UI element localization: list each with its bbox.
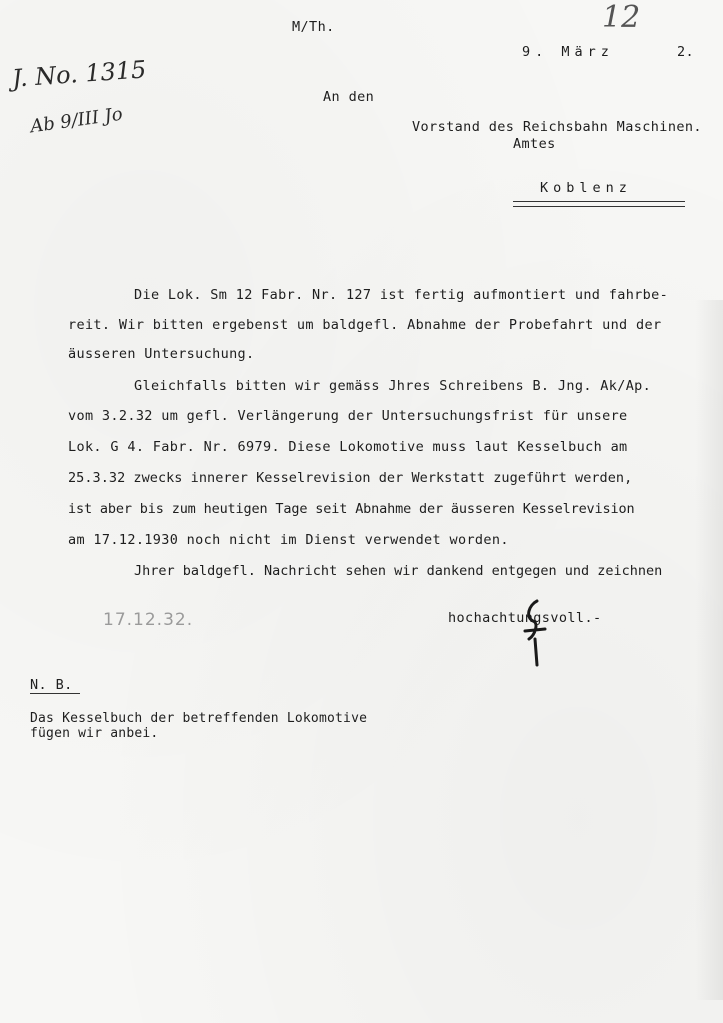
nb-underline: [30, 693, 80, 694]
letter-date: 9. März: [522, 44, 614, 60]
journal-number-handwritten: J. No. 1315: [11, 55, 148, 93]
body-line: Lok. G 4. Fabr. Nr. 6979. Diese Lokomotive muss laut Kesselbuch am: [68, 439, 628, 455]
signature-mark: [515, 595, 555, 670]
body-line: reit. Wir bitten ergebenst um baldgefl. Abnahme der Probefahrt und der: [68, 317, 662, 333]
ab-note-handwritten: Ab 9/III Jo: [28, 103, 124, 138]
body-line: 25.3.32 zwecks innerer Kesselrevision der Werkstatt zugeführt werden,: [68, 470, 633, 486]
page-edge-shadow: [695, 300, 723, 1000]
body-line: am 17.12.1930 noch nicht im Dienst verwendet worden.: [68, 532, 509, 548]
closing-phrase: hochachtungsvoll.-: [448, 610, 602, 626]
body-line: äusseren Untersuchung.: [68, 346, 255, 362]
addressee-line-3: Amtes: [513, 136, 556, 152]
body-line: ist aber bis zum heutigen Tage seit Abnahme der äusseren Kesselrevision: [68, 501, 635, 517]
city-double-underline: [513, 201, 685, 207]
body-line: Gleichfalls bitten wir gemäss Jhres Schreibens B. Jng. Ak/Ap.: [134, 378, 652, 394]
body-line: Jhrer baldgefl. Nachricht sehen wir dankend entgegen und zeichnen: [134, 563, 663, 579]
page-number-handwritten: 12: [602, 0, 641, 35]
body-line: vom 3.2.32 um gefl. Verlängerung der Untersuchungsfrist für unsere: [68, 408, 628, 424]
addressee-line-1: An den: [323, 89, 375, 105]
nb-line-1: Das Kesselbuch der betreffenden Lokomotive: [30, 711, 368, 726]
letter-date-suffix: 2.: [677, 44, 695, 60]
nb-line-2: fügen wir anbei.: [30, 726, 159, 741]
pencil-date-note: 17.12.32.: [103, 610, 194, 630]
reference-code: M/Th.: [292, 19, 335, 35]
body-line: Die Lok. Sm 12 Fabr. Nr. 127 ist fertig aufmontiert und fahrbe-: [134, 287, 669, 303]
nb-label: N. B.: [30, 677, 73, 693]
addressee-line-2: Vorstand des Reichsbahn Maschinen.: [412, 119, 702, 135]
addressee-city: Koblenz: [540, 180, 632, 196]
